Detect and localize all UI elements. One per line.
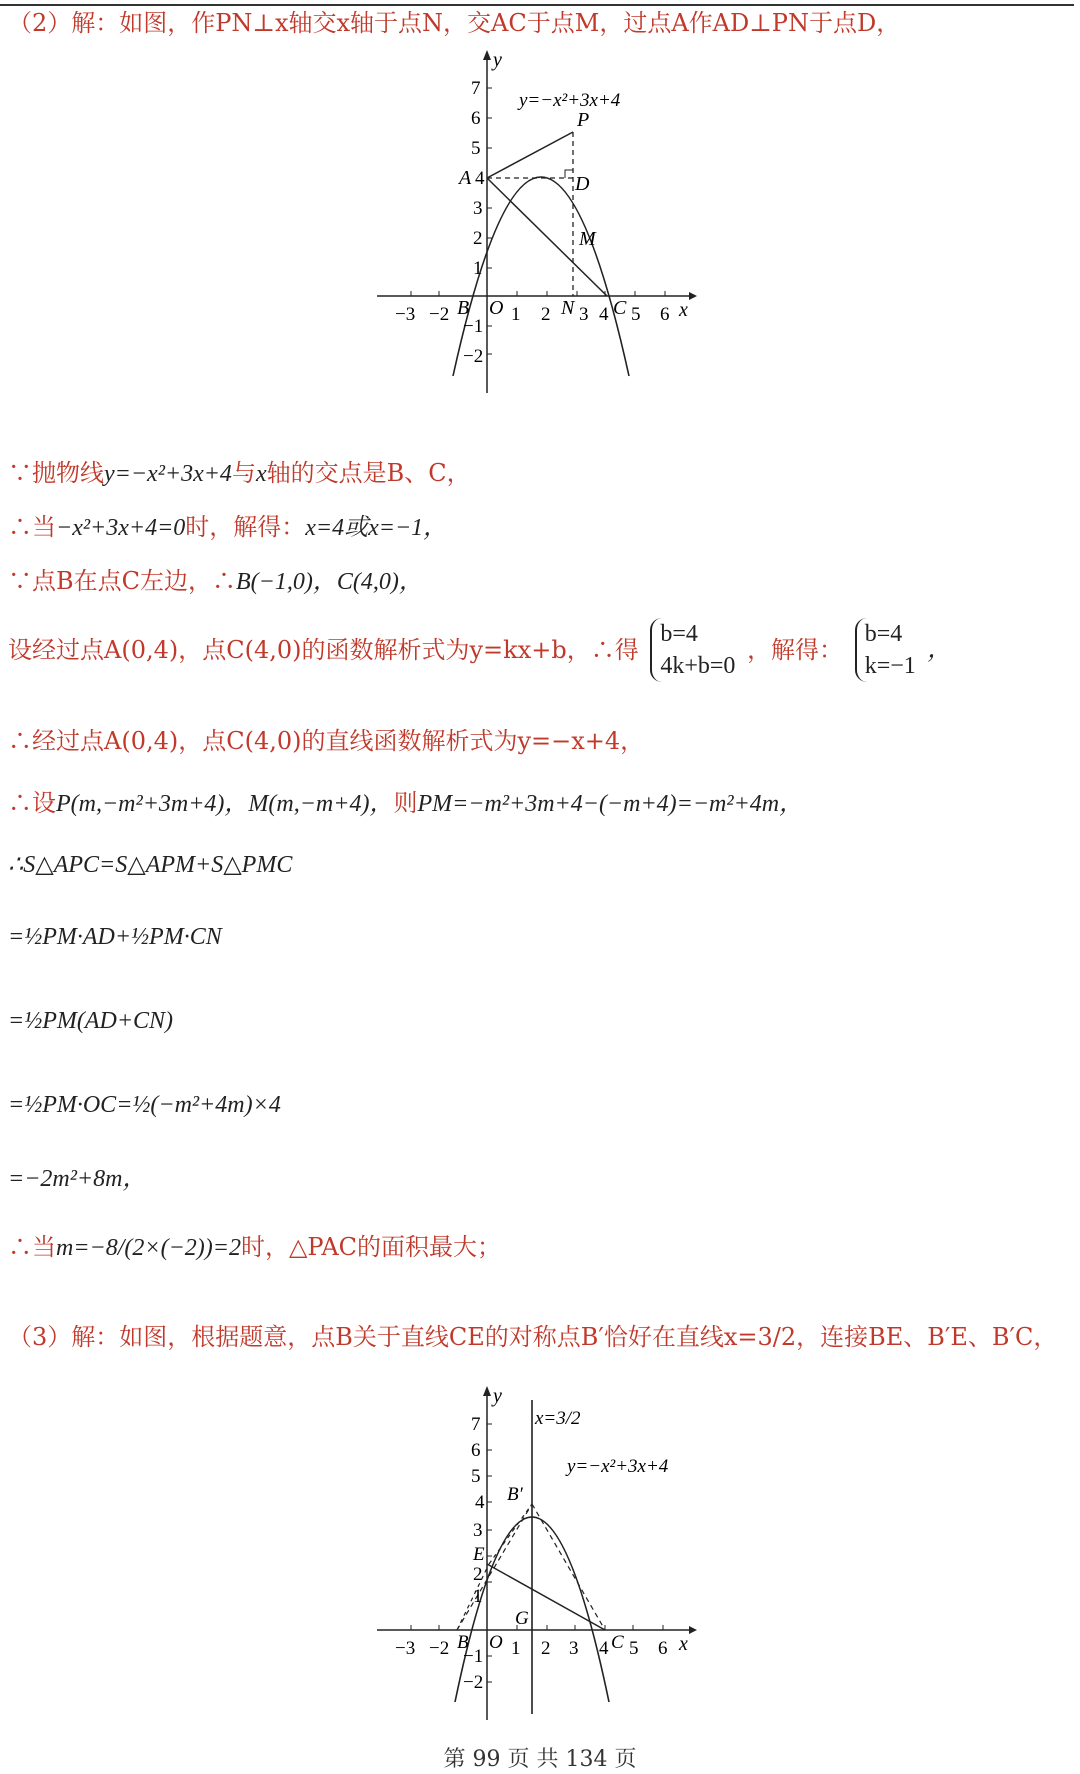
fig2-point-e: E — [473, 1544, 485, 1565]
fig2-point-c: C — [611, 1632, 624, 1653]
fig2-ytick: 3 — [473, 1520, 483, 1541]
l1-mid: 与 — [231, 459, 256, 487]
fig2-x-label: x — [679, 1633, 688, 1655]
fig1-xtick: 5 — [631, 304, 641, 325]
fig2-ytick: 5 — [471, 1466, 481, 1487]
l3-pre: ∵点B在点C左边，∴ — [8, 567, 236, 595]
fig1-curve-label: y=−x²+3x+4 — [519, 90, 621, 111]
line-1 — [8, 458, 471, 489]
l6-pre: ∴设 — [8, 789, 56, 817]
l4-sys1-eq1: b=4 — [660, 621, 698, 647]
fig2-point-o: O — [489, 1632, 503, 1653]
line-4 — [8, 618, 951, 688]
fig2-xtick: 1 — [511, 1638, 521, 1659]
part2-intro — [8, 8, 900, 38]
fig2-point-bprime: B′ — [507, 1484, 523, 1505]
fig1-xtick: −2 — [429, 304, 450, 325]
part3-intro — [8, 1322, 1057, 1352]
page-number: 第 99 页 共 134 页 — [443, 1747, 637, 1772]
part2-intro-text: （2）解：如图，作PN⊥x轴交x轴于点N，交AC于点M，过点A作AD⊥PN于点D， — [8, 9, 901, 37]
line-9 — [8, 1006, 173, 1036]
line-10 — [8, 1090, 281, 1120]
fig1-point-a: A — [459, 167, 472, 189]
fig1-point-c: C — [613, 297, 627, 319]
fig1-ytick: 4 — [475, 168, 485, 189]
l6-pm: PM=−m²+3m+4−(−m+4)=−m²+4m， — [417, 791, 804, 817]
fig2-ytick: 6 — [471, 1440, 481, 1461]
fig2-xtick: 4 — [599, 1638, 609, 1659]
fig2-ytick: −2 — [463, 1672, 484, 1693]
l1-eq: y=−x²+3x+4 — [104, 461, 232, 487]
line-5 — [8, 726, 644, 756]
fig2-point-g: G — [515, 1608, 529, 1629]
l6-m: M(m,−m+4)， — [248, 791, 394, 817]
l4-sys1-eq2: 4k+b=0 — [660, 653, 736, 679]
fig2-line-bprime-c — [532, 1504, 605, 1630]
l12-eq: m=−8/(2×(−2))=2 — [56, 1235, 241, 1261]
line-8 — [8, 922, 222, 952]
fig1-point-m: M — [579, 228, 596, 250]
l9-text: =½PM(AD+CN) — [8, 1008, 174, 1034]
fig1-point-d: D — [575, 173, 590, 195]
fig1-ytick: 2 — [473, 228, 483, 249]
fig1-line-ap — [487, 132, 573, 178]
fig2-xtick: −3 — [395, 1638, 416, 1659]
fig2-line-e-bprime — [489, 1504, 532, 1564]
l3-pts: B(−1,0)，C(4,0)， — [236, 569, 423, 595]
fig2-xtick: 5 — [629, 1638, 639, 1659]
fig1-xtick: 3 — [579, 304, 589, 325]
fig2-curve-label: y=−x²+3x+4 — [567, 1456, 669, 1477]
fig1-point-b: B — [457, 297, 470, 319]
l11-text: =−2m²+8m， — [8, 1166, 147, 1192]
fig2-xtick: 3 — [569, 1638, 579, 1659]
fig1-y-label: y — [493, 49, 502, 71]
fig2-xtick: 6 — [658, 1638, 668, 1659]
fig2-ytick: 2 — [473, 1564, 483, 1585]
fig1-ytick: 5 — [471, 138, 481, 159]
fig2-line-ec — [487, 1564, 605, 1630]
fig2-ytick: 7 — [471, 1414, 481, 1435]
fig1-xtick: 1 — [511, 304, 521, 325]
line-11 — [8, 1164, 146, 1194]
l1-pre: ∵抛物线 — [8, 459, 104, 487]
fig2-point-b: B — [457, 1632, 469, 1653]
fig1-ytick: 6 — [471, 108, 481, 129]
page-footer — [0, 1742, 1080, 1773]
part3-text: （3）解：如图，根据题意，点B关于直线CE的对称点B′恰好在直线x=3/2，连接BE、B′E、B′C， — [8, 1323, 1058, 1351]
figure-2 — [377, 1384, 697, 1724]
figure-1 — [377, 48, 697, 398]
l4-pre: 设经过点A(0,4)，点C(4,0)的函数解析式为y=kx+b，∴得 — [8, 636, 639, 664]
l4-system-1 — [650, 618, 735, 682]
fig2-xtick: 2 — [541, 1638, 551, 1659]
l4-sys2-eq1: b=4 — [864, 621, 903, 647]
l2-pre: ∴当 — [8, 513, 56, 541]
fig1-point-p: P — [577, 109, 590, 131]
l5-text: ∴经过点A(0,4)，点C(4,0)的直线函数解析式为y=−x+4， — [8, 727, 645, 755]
fig1-xtick: −3 — [395, 304, 416, 325]
l4-end: ， — [927, 637, 952, 663]
fig1-ytick: 1 — [473, 258, 483, 279]
l1-x: x — [255, 461, 267, 487]
fig1-xtick: 6 — [660, 304, 670, 325]
l6-p: P(m,−m²+3m+4)， — [56, 791, 249, 817]
fig1-ytick: 7 — [471, 78, 481, 99]
fig1-xtick: 4 — [599, 304, 609, 325]
l10-text: =½PM·OC=½(−m²+4m)×4 — [8, 1092, 281, 1118]
l7-text: ∴S△APC=S△APM+S△PMC — [8, 852, 293, 878]
fig2-sym-label: x=3/2 — [535, 1408, 581, 1429]
l12-post: 时，△PAC的面积最大； — [240, 1233, 502, 1261]
l2-eq: −x²+3x+4=0 — [56, 515, 186, 541]
l12-pre: ∴当 — [8, 1233, 56, 1261]
l6-then: 则 — [393, 789, 418, 817]
fig1-x-label: x — [679, 299, 688, 321]
l2-sol: x=4或x=−1， — [305, 515, 448, 541]
l1-post: 轴的交点是B、C， — [266, 459, 471, 487]
fig1-ytick: −1 — [463, 316, 484, 337]
fig1-xtick: 2 — [541, 304, 551, 325]
fig2-y-label: y — [493, 1385, 502, 1407]
l2-mid: 时，解得： — [185, 513, 306, 541]
fig1-point-n: N — [561, 297, 575, 319]
l4-sys2-eq2: k=−1 — [864, 653, 916, 679]
l4-system-2 — [855, 618, 916, 682]
top-rule — [0, 4, 1074, 6]
line-3 — [8, 566, 423, 597]
fig2-xtick: −2 — [429, 1638, 450, 1659]
fig2-ytick: 1 — [473, 1586, 483, 1607]
fig1-ytick: −2 — [463, 346, 484, 367]
fig1-point-o: O — [489, 297, 504, 319]
l4-mid: ，解得： — [747, 636, 844, 664]
fig1-ytick: 3 — [473, 198, 483, 219]
fig2-ytick: −1 — [463, 1646, 484, 1667]
line-2 — [8, 512, 447, 543]
line-7 — [8, 850, 292, 880]
line-12 — [8, 1232, 501, 1263]
l8-text: =½PM·AD+½PM·CN — [8, 924, 222, 950]
fig2-ytick: 4 — [475, 1492, 485, 1513]
line-6 — [8, 788, 803, 819]
